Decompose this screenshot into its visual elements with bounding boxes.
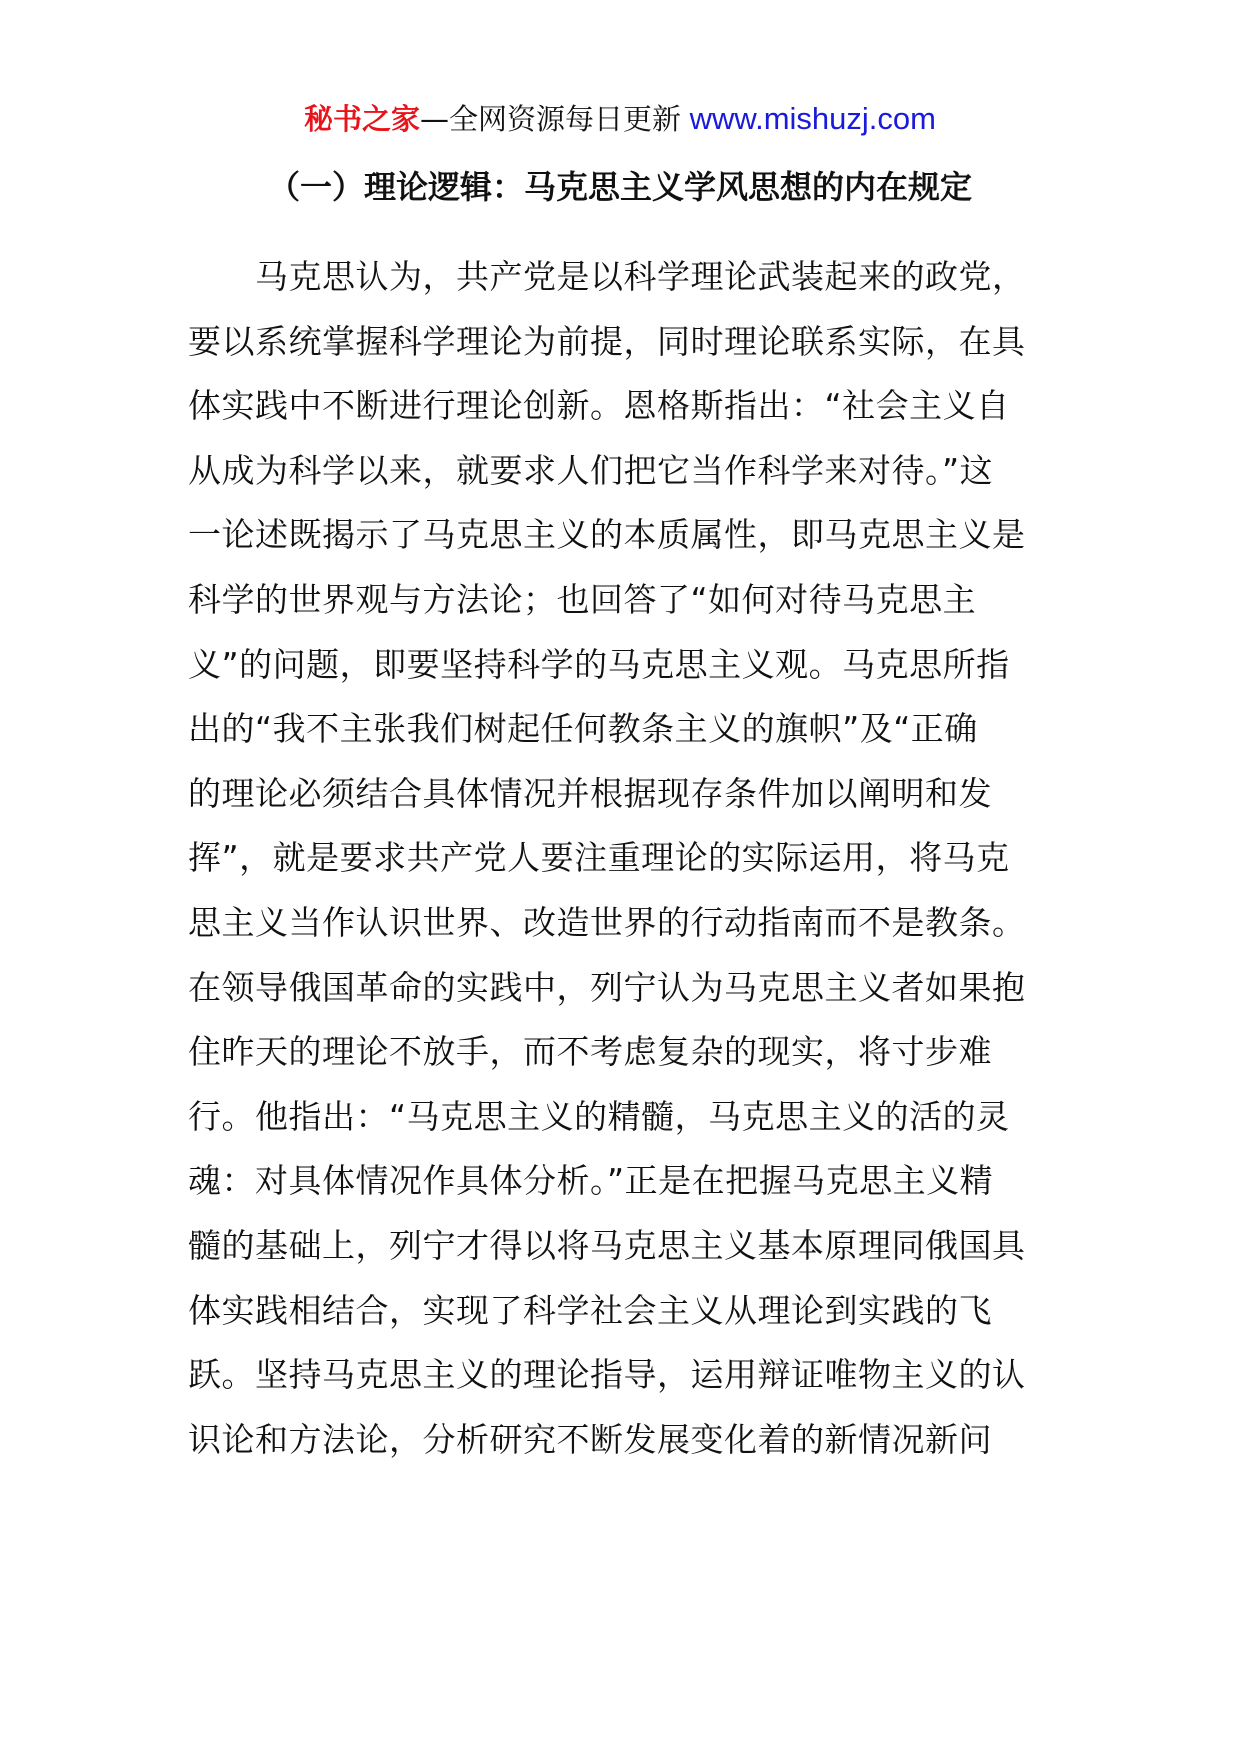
text-line: 挥”，就是要求共产党人要注重理论的实际运用，将马克 xyxy=(188,838,1010,878)
text-line: 一论述既揭示了马克思主义的本质属性，即马克思主义是 xyxy=(188,515,1026,555)
text-line: 行。他指出：“马克思主义的精髓，马克思主义的活的灵 xyxy=(188,1096,1010,1136)
header-tagline: —全网资源每日更新 xyxy=(420,102,682,136)
body-paragraph xyxy=(188,245,1058,1472)
text-line: 马克思认为，共产党是以科学理论武装起来的政党， xyxy=(188,257,1026,296)
text-line: 的理论必须结合具体情况并根据现存条件加以阐明和发 xyxy=(188,773,992,813)
text-line: 体实践中不断进行理论创新。恩格斯指出：“社会主义自 xyxy=(188,386,1010,426)
text-line: 住昨天的理论不放手，而不考虑复杂的现实，将寸步难 xyxy=(188,1032,992,1072)
text-line: 体实践相结合，实现了科学社会主义从理论到实践的飞 xyxy=(188,1290,992,1330)
text-line: 魂：对具体情况作具体分析。”正是在把握马克思主义精 xyxy=(188,1161,994,1201)
text-line: 识论和方法论，分析研究不断发展变化着的新情况新问 xyxy=(188,1419,992,1459)
page-header xyxy=(0,98,1240,140)
text-line: 思主义当作认识世界、改造世界的行动指南而不是教条。 xyxy=(188,902,1026,942)
website-link[interactable]: www.mishuzj.com xyxy=(681,101,936,136)
text-line: 义”的问题，即要坚持科学的马克思主义观。马克思所指 xyxy=(188,644,1010,684)
text-line: 在领导俄国革命的实践中，列宁认为马克思主义者如果抱 xyxy=(188,967,1026,1007)
text-line: 出的“我不主张我们树起任何教条主义的旗帜”及“正确 xyxy=(188,709,978,749)
section-heading: （一）理论逻辑：马克思主义学风思想的内在规定 xyxy=(267,168,972,206)
text-line: 髓的基础上，列宁才得以将马克思主义基本原理同俄国具 xyxy=(188,1225,1026,1265)
text-line: 科学的世界观与方法论；也回答了“如何对待马克思主 xyxy=(188,579,977,619)
text-line: 要以系统掌握科学理论为前提，同时理论联系实际，在具 xyxy=(188,321,1026,361)
text-line: 从成为科学以来，就要求人们把它当作科学来对待。”这 xyxy=(188,450,994,490)
text-line: 跃。坚持马克思主义的理论指导，运用辩证唯物主义的认 xyxy=(188,1355,1026,1395)
brand-name: 秘书之家 xyxy=(304,102,421,136)
